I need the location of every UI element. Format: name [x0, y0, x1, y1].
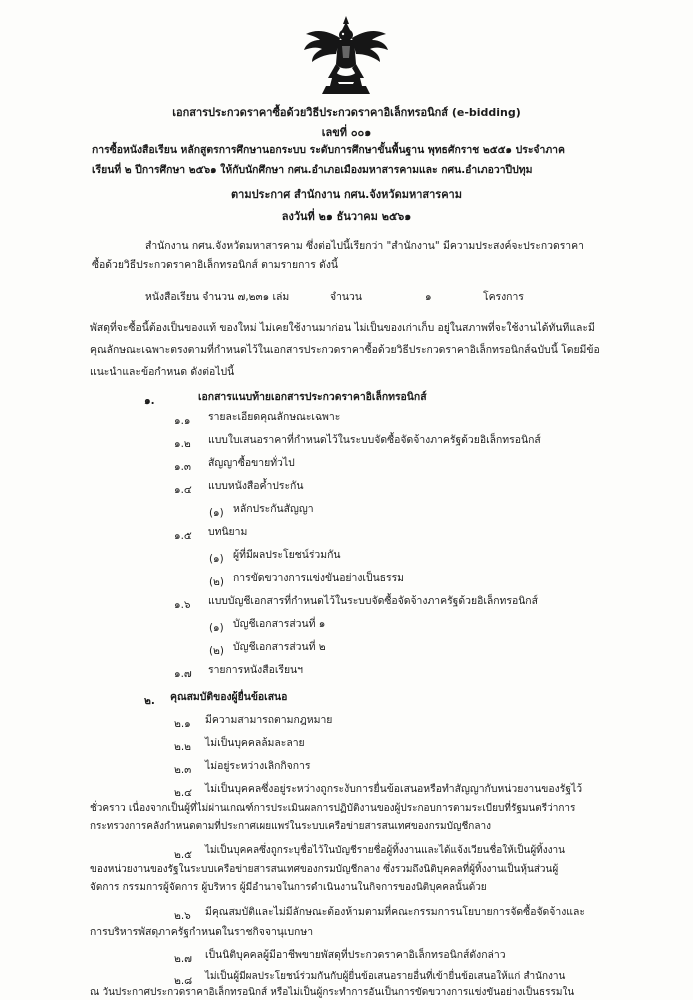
- list-item-continued: กระทรวงการคลังกำหนดตามที่ประกาศเผยแพร่ในระบบเครือข่ายสารสนเทศของกรมบัญชีกลาง: [90, 821, 491, 832]
- item-num: ๒.๑: [174, 718, 191, 730]
- list-item-continued: จัดการ กรรมการผู้จัดการ ผู้บริหาร ผู้มีอำนาจในการดำเนินงานในกิจการของนิติบุคคลนั้นด้วย: [90, 882, 487, 893]
- list-item: การขัดขวางการแข่งขันอย่างเป็นธรรม: [233, 572, 405, 584]
- subitem-num: (๑): [209, 507, 224, 519]
- document-date: ลงวันที่ ๒๑ ธันวาคม ๒๕๖๑: [281, 210, 412, 223]
- item-num: ๒.๓: [174, 764, 192, 776]
- list-item: แบบใบเสนอราคาที่กำหนดไว้ในระบบจัดซื้อจัดจ้างภาครัฐด้วยอิเล็กทรอนิกส์: [208, 434, 541, 446]
- list-item-continued: ชั่วคราว เนื่องจากเป็นผู้ที่ไม่ผ่านเกณฑ์การประเมินผลการปฏิบัติงานของผู้ประกอบการตามระเบียบที่รัฐมนตรีว่าการ: [90, 803, 576, 814]
- section-1-title: เอกสารแนบท้ายเอกสารประกวดราคาอิเล็กทรอนิกส์: [198, 391, 427, 403]
- quantity-value: ๑: [425, 291, 432, 303]
- list-item: แบบหนังสือค้ำประกัน: [208, 480, 304, 492]
- list-item: เป็นนิติบุคคลผู้มีอาชีพขายพัสดุที่ประกวดราคาอิเล็กทรอนิกส์ดังกล่าว: [205, 949, 506, 961]
- document-number: เลขที่ ๐๐๑: [321, 126, 372, 139]
- list-item: ไม่เป็นบุคคลซึ่งถูกระบุชื่อไว้ในบัญชีรายชื่อผู้ทิ้งงานและได้แจ้งเวียนชื่อให้เป็นผู้ทิ้งงาน: [205, 845, 565, 856]
- subitem-num: (๑): [209, 553, 224, 565]
- document-title: เอกสารประกวดราคาซื้อด้วยวิธีประกวดราคาอิเล็กทรอนิกส์ (e-bidding): [172, 106, 521, 119]
- item-num: ๑.๔: [174, 484, 192, 496]
- intro-line-1: สำนักงาน กศน.จังหวัดมหาสารคาม ซึ่งต่อไปนี้เรียกว่า "สำนักงาน" มีความประสงค์จะประกวดราคา: [145, 240, 584, 252]
- list-item: บทนิยาม: [208, 526, 248, 538]
- list-item: ไม่เป็นบุคคลล้มละลาย: [205, 737, 305, 749]
- list-item: ไม่อยู่ระหว่างเลิกกิจการ: [205, 760, 311, 772]
- list-item-continued: การบริหารพัสดุภาครัฐกำหนดในราชกิจจานุเบกษา: [90, 926, 314, 938]
- subitem-num: (๒): [209, 645, 224, 657]
- item-num: ๒.๘: [174, 975, 193, 987]
- garuda-emblem-icon: [300, 14, 392, 100]
- item-num: ๑.๖: [174, 599, 191, 611]
- subject-line-3: ตามประกาศ สำนักงาน กศน.จังหวัดมหาสารคาม: [231, 188, 462, 201]
- section-1-number: ๑.: [144, 395, 155, 407]
- list-item: รายละเอียดคุณลักษณะเฉพาะ: [208, 411, 341, 423]
- item-num: ๑.๑: [174, 415, 191, 427]
- item-label: หนังสือเรียน จำนวน ๗,๒๓๑ เล่ม: [145, 291, 290, 303]
- list-item: มีคุณสมบัติและไม่มีลักษณะต้องห้ามตามที่คณะกรรมการนโยบายการจัดซื้อจัดจ้างและ: [205, 906, 585, 918]
- list-item: มีความสามารถตามกฎหมาย: [205, 714, 333, 726]
- para-line-2: คุณลักษณะเฉพาะตรงตามที่กำหนดไว้ในเอกสารประกวดราคาซื้อด้วยวิธีประกวดราคาอิเล็กทรอนิกส์ฉบับนี้ โดยมีข้อ: [90, 344, 600, 356]
- subject-line-1: การซื้อหนังสือเรียน หลักสูตรการศึกษานอกระบบ ระดับการศึกษาขั้นพื้นฐาน พุทธศักราช ๒๕๕๑ ประจำภาค: [92, 144, 565, 156]
- subitem-num: (๑): [209, 622, 224, 634]
- list-item: สัญญาซื้อขายทั่วไป: [208, 457, 295, 469]
- item-num: ๑.๒: [174, 438, 191, 450]
- list-item-continued: ของหน่วยงานของรัฐในระบบเครือข่ายสารสนเทศของกรมบัญชีกลาง ซึ่งรวมถึงนิติบุคคลที่ผู้ทิ้งงานเป็นหุ้นส่วนผู้: [90, 864, 559, 875]
- subject-line-2: เรียนที่ ๒ ปีการศึกษา ๒๕๖๑ ให้กับนักศึกษา กศน.อำเภอเมืองมหาสารคามและ กศน.อำเภอวาปีปทุม: [92, 164, 533, 176]
- subitem-num: (๒): [209, 576, 224, 588]
- list-item: บัญชีเอกสารส่วนที่ ๒: [233, 641, 326, 653]
- list-item: ไม่เป็นบุคคลซึ่งอยู่ระหว่างถูกระงับการยื่นข้อเสนอหรือทำสัญญากับหน่วยงานของรัฐไว้: [205, 783, 583, 795]
- section-2-number: ๒.: [144, 695, 155, 707]
- item-num: ๒.๕: [174, 849, 193, 861]
- quantity-unit: โครงการ: [483, 291, 524, 303]
- list-item: บัญชีเอกสารส่วนที่ ๑: [233, 618, 326, 630]
- list-item: แบบบัญชีเอกสารที่กำหนดไว้ในระบบจัดซื้อจัดจ้างภาครัฐด้วยอิเล็กทรอนิกส์: [208, 595, 538, 607]
- list-item-continued: ณ วันประกาศประกวดราคาอิเล็กทรอนิกส์ หรือไม่เป็นผู้กระทำการอันเป็นการขัดขวางการแข่งขันอย่างเป็นธรรมใน: [90, 987, 575, 998]
- item-num: ๑.๕: [174, 530, 192, 542]
- section-2-title: คุณสมบัติของผู้ยื่นข้อเสนอ: [170, 691, 288, 703]
- para-line-3: แนะนำและข้อกำหนด ดังต่อไปนี้: [90, 366, 235, 378]
- list-item: ผู้ที่มีผลประโยชน์ร่วมกัน: [233, 549, 341, 561]
- item-num: ๒.๔: [174, 787, 193, 799]
- item-num: ๒.๗: [174, 953, 192, 965]
- list-item: รายการหนังสือเรียนฯ: [208, 664, 303, 676]
- item-num: ๒.๒: [174, 741, 192, 753]
- item-num: ๒.๖: [174, 910, 191, 922]
- item-num: ๑.๓: [174, 461, 192, 473]
- list-item: หลักประกันสัญญา: [233, 503, 314, 515]
- item-num: ๑.๗: [174, 668, 192, 680]
- intro-line-2: ซื้อด้วยวิธีประกวดราคาอิเล็กทรอนิกส์ ตามรายการ ดังนี้: [92, 259, 339, 271]
- list-item: ไม่เป็นผู้มีผลประโยชน์ร่วมกันกับผู้ยื่นข้อเสนอรายอื่นที่เข้ายื่นข้อเสนอให้แก่ สำนักงาน: [205, 971, 566, 982]
- para-line-1: พัสดุที่จะซื้อนี้ต้องเป็นของแท้ ของใหม่ ไม่เคยใช้งานมาก่อน ไม่เป็นของเก่าเก็บ อยู่ในสภาพที่จะใช้งานได้ทันทีและมี: [90, 322, 595, 334]
- quantity-label: จำนวน: [330, 291, 362, 303]
